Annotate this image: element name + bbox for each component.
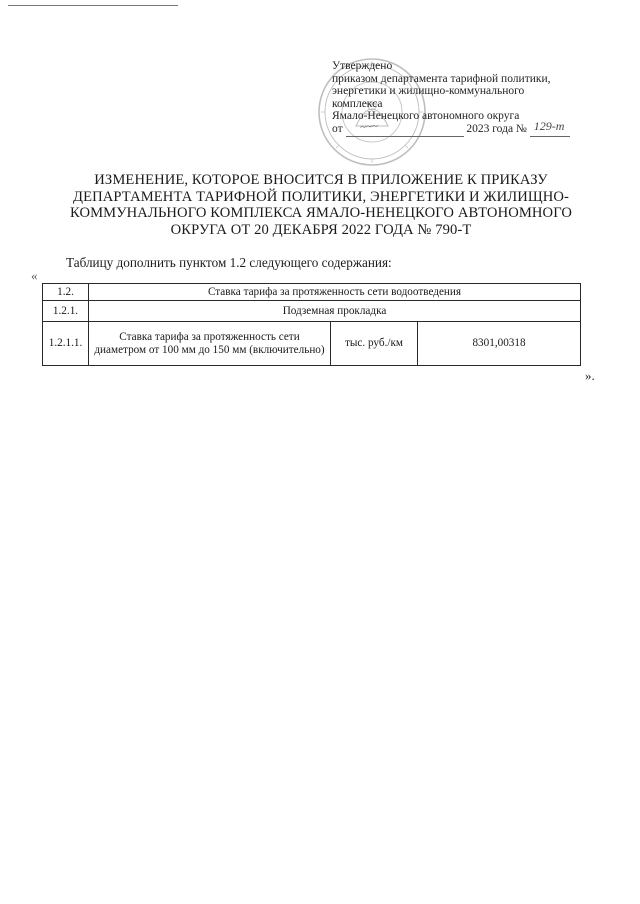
approval-line-3: энергетики и жилищно-коммунального xyxy=(332,85,525,98)
date-prefix: от xyxy=(332,122,343,135)
approval-block xyxy=(332,60,592,137)
approval-line-1: Утверждено xyxy=(332,60,393,72)
row-value: 8301,00318 xyxy=(418,322,581,366)
row-number: 1.2.1. xyxy=(43,301,89,322)
table-row xyxy=(43,284,581,301)
row-text: Ставка тарифа за протяженность сети водоотведения xyxy=(89,284,581,301)
header-rule xyxy=(8,5,178,6)
row-text: Подземная прокладка xyxy=(89,301,581,322)
title-line-1: ИЗМЕНЕНИЕ, КОТОРОЕ ВНОСИТСЯ В ПРИЛОЖЕНИЕ К ПРИКАЗУ xyxy=(94,172,548,188)
row-number: 1.2. xyxy=(43,284,89,301)
order-number-slot xyxy=(530,118,570,137)
tariff-table xyxy=(42,283,581,366)
title-line-2: ДЕПАРТАМЕНТА ТАРИФНОЙ ПОЛИТИКИ, ЭНЕРГЕТИКИ И ЖИЛИЩНО- xyxy=(73,188,569,205)
order-number-handwritten: 129-т xyxy=(533,118,565,133)
approval-line-2: приказом департамента тарифной политики, xyxy=(332,72,551,85)
row-unit: тыс. руб./км xyxy=(331,322,418,366)
approval-line-5: Ямало-Ненецкого автономного округа xyxy=(332,110,520,123)
open-quote: « xyxy=(31,268,38,283)
row-text: Ставка тарифа за протяженность сети диаметром от 100 мм до 150 мм (включительно) xyxy=(89,322,331,366)
intro-text: Таблицу дополнить пунктом 1.2 следующего содержания: xyxy=(66,255,392,270)
approval-line-4: комплекса xyxy=(332,97,383,110)
table-row xyxy=(43,322,581,366)
signature-scribble: ~~~ xyxy=(359,120,378,134)
row-number: 1.2.1.1. xyxy=(43,322,89,366)
handwritten-date xyxy=(346,120,464,137)
approval-year: 2023 года № xyxy=(466,122,527,135)
document-title xyxy=(36,172,606,238)
title-line-4: ОКРУГА ОТ 20 ДЕКАБРЯ 2022 ГОДА № 790-Т xyxy=(170,221,472,238)
close-quote: ». xyxy=(585,368,595,383)
title-line-3: КОММУНАЛЬНОГО КОМПЛЕКСА ЯМАЛО-НЕНЕЦКОГО АВТОНОМНОГО xyxy=(69,205,573,222)
approval-date-line xyxy=(332,118,592,137)
table-row xyxy=(43,301,581,322)
